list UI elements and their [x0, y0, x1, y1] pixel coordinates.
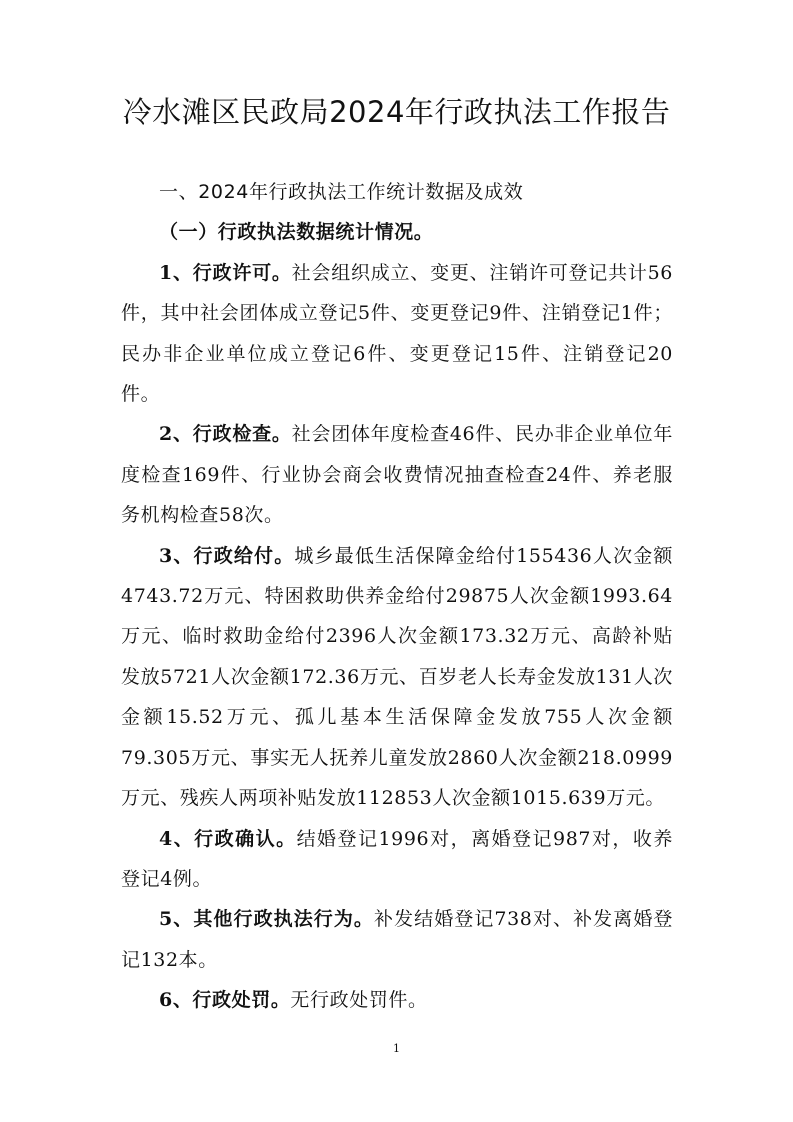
paragraph-other-enforcement	[121, 899, 673, 980]
paragraph-text: 补发结婚登记738对、补发离婚登记132本。	[121, 908, 673, 971]
document-title: 冷水滩区民政局2024年行政执法工作报告	[122, 95, 671, 129]
paragraph-administrative-penalty	[121, 980, 673, 1020]
paragraph-administrative-license	[121, 253, 673, 415]
section-heading: 一、2024年行政执法工作统计数据及成效	[159, 181, 524, 203]
paragraph-lead: 4、行政确认。	[159, 827, 297, 850]
paragraph-lead: 3、行政给付。	[159, 544, 295, 567]
document-body	[121, 172, 673, 1021]
paragraph-administrative-confirmation	[121, 819, 673, 900]
paragraph-administrative-inspection	[121, 414, 673, 535]
paragraph-text: 社会团体年度检查46件、民办非企业单位年度检查169件、行业协会商会收费情况抽查检查24件、养老服务机构检查58次。	[121, 423, 673, 527]
paragraph-text: 城乡最低生活保障金给付155436人次金额4743.72万元、特困救助供养金给付29875人次金额1993.64万元、临时救助金给付2396人次金额173.32万元、高龄补贴发放5721人次金额172.36万元、百岁老人长寿金发放131人次金额15.52万元、孤儿基本生活保障金发放755人次金额79.305万元、事实无人抚养儿童发放2860人次金额218.0999万元、残疾人两项补贴发放112853人次金额1015.639万元。	[121, 544, 674, 810]
paragraph-text: 社会组织成立、变更、注销许可登记共计56件，其中社会团体成立登记5件、变更登记9件、注销登记1件；民办非企业单位成立登记6件、变更登记15件、注销登记20件。	[121, 261, 673, 406]
paragraph-administrative-payment	[121, 536, 673, 819]
paragraph-text: 结婚登记1996对，离婚登记987对，收养登记4例。	[121, 827, 673, 890]
paragraph-text: 无行政处罚件。	[290, 989, 428, 1012]
page-number: 1	[393, 1042, 400, 1055]
paragraph-lead: 2、行政检查。	[159, 423, 292, 446]
paragraph-lead: 5、其他行政执法行为。	[159, 908, 374, 931]
paragraph-lead: 1、行政许可。	[159, 261, 292, 284]
paragraph-lead: 6、行政处罚。	[159, 989, 291, 1012]
subsection-heading: （一）行政执法数据统计情况。	[159, 221, 434, 244]
